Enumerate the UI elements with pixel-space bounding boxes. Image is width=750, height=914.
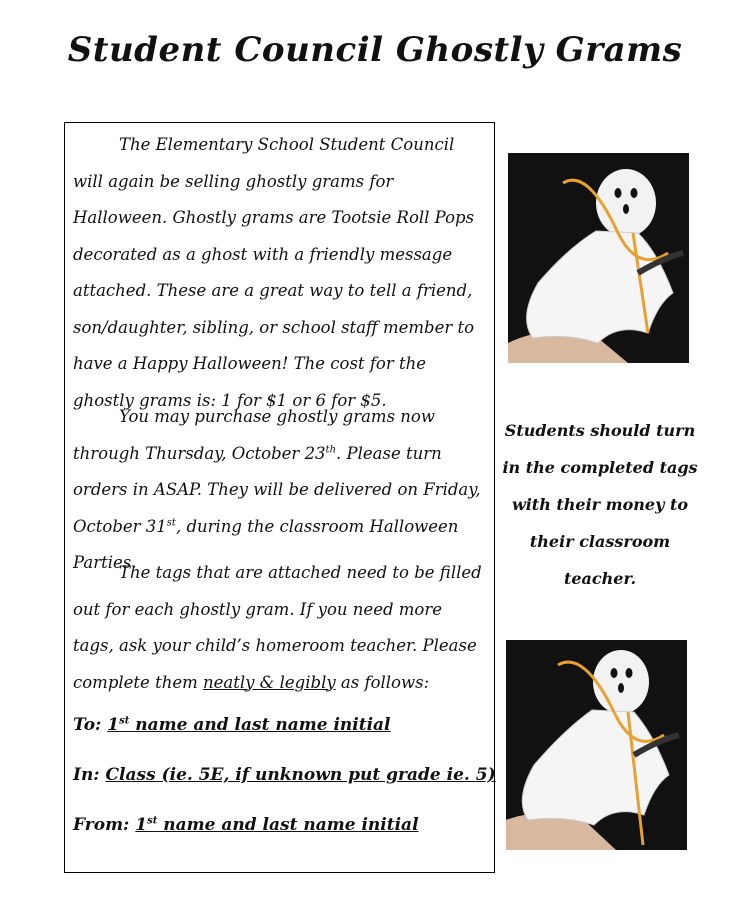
in-label: In:	[73, 765, 100, 785]
turn-in-note: Students should turn in the completed tags with their money to their classroom teacher.	[502, 421, 698, 588]
ghost-lollipop-photo	[506, 640, 687, 850]
ghost-lollipop-icon	[508, 153, 689, 363]
tags-text-b: as follows:	[335, 672, 430, 692]
neatly-legibly-text: neatly & legibly	[202, 672, 336, 692]
to-value-num: 1	[107, 715, 120, 735]
to-label: To:	[73, 715, 102, 735]
ordinal-sup: st	[166, 517, 176, 528]
dates-text-c: , during the classroom Halloween Parties.	[73, 516, 459, 572]
in-field	[73, 765, 496, 785]
ordinal-sup: st	[147, 815, 158, 827]
from-value-text: name and last name initial	[157, 815, 419, 835]
info-box	[64, 122, 495, 873]
page-title: Student Council Ghostly Grams	[67, 30, 683, 70]
from-field	[73, 815, 419, 835]
ordinal-sup: st	[119, 715, 130, 727]
from-label: From:	[73, 815, 130, 835]
to-value	[107, 715, 390, 735]
dates-text-a: You may purchase ghostly grams now through Thursday, October 23	[73, 407, 435, 463]
intro-paragraph: The Elementary School Student Council will again be selling ghostly grams for Halloween. Ghostly grams are Tootsie Roll Pops decorated as a ghost with a friendly message attached. These are a great way to tell a friend, son/daughter, sibling, or school staff member to have a Happy Halloween! The cost for the ghostly grams is: 1 for $1 or 6 for $5.	[73, 135, 475, 410]
to-field	[73, 715, 391, 735]
from-value-num: 1	[135, 815, 148, 835]
to-value-text: name and last name initial	[129, 715, 391, 735]
tags-paragraph	[73, 555, 487, 701]
in-value: Class (ie. 5E, if unknown put grade ie. 5)	[105, 765, 496, 785]
ghost-lollipop-icon	[506, 640, 687, 850]
ghost-lollipop-photo	[508, 153, 689, 363]
dates-text-b: . Please turn orders in ASAP. They will be delivered on Friday, October 31	[73, 443, 481, 536]
tags-text-a: The tags that are attached need to be filled out for each ghostly gram. If you need more tags, ask your child’s homeroom teacher. Please complete them	[73, 563, 482, 692]
ordinal-sup: th	[325, 444, 337, 455]
from-value	[135, 815, 418, 835]
